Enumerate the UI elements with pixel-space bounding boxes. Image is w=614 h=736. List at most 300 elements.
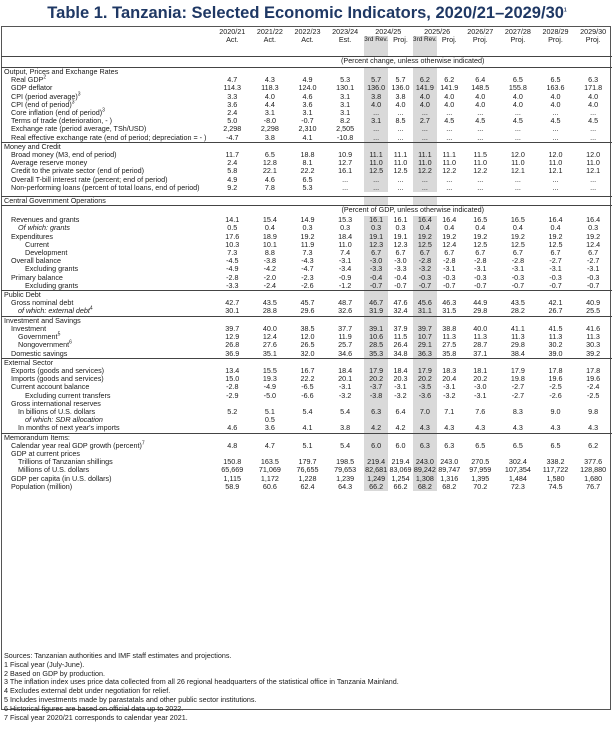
- value-cell: 2.4: [227, 108, 238, 118]
- value-cell: 6.3: [413, 442, 437, 450]
- value-cell: 0.4: [413, 224, 437, 232]
- value-cell: 97,959: [469, 465, 492, 475]
- value-cell: 0.3: [364, 224, 388, 232]
- value-cell: 4.5: [550, 116, 561, 126]
- data-row: [1, 424, 612, 433]
- value-cell: -3.1: [338, 256, 352, 266]
- footnote: Sources: Tanzanian authorities and IMF staff estimates and projections.: [4, 651, 232, 660]
- value-cell: -2.8: [413, 257, 437, 265]
- header-sub-label: Act.: [301, 35, 314, 44]
- title-footnote-ref: 1: [563, 7, 567, 14]
- value-cell: 20.2: [364, 375, 388, 383]
- value-cell: ...: [590, 124, 597, 134]
- value-cell: 26.4: [393, 340, 408, 350]
- value-cell: 3.8: [340, 423, 351, 433]
- row-label-text: Gross international reserves: [11, 398, 101, 408]
- value-cell: 46.3: [442, 298, 457, 308]
- value-cell: 15.4: [262, 215, 277, 225]
- value-cell: 41.5: [548, 323, 563, 333]
- value-cell: 5.7: [364, 76, 388, 84]
- value-cell: 40.9: [586, 298, 601, 308]
- value-cell: 0.3: [588, 223, 599, 233]
- value-cell: 5.0: [227, 116, 238, 126]
- value-cell: 19.8: [510, 374, 525, 384]
- value-cell: 5.3: [302, 182, 313, 192]
- section-heading: Central Government Operations: [1, 197, 213, 206]
- data-row: [1, 307, 612, 316]
- value-cell: 29.6: [300, 306, 315, 316]
- section-heading: Money and Credit: [1, 142, 213, 151]
- value-cell: 30.2: [548, 340, 563, 350]
- header-year: 2028/29: [542, 26, 569, 36]
- row-label-text: Nongovernment: [18, 340, 70, 350]
- value-cell: 171.8: [584, 83, 603, 93]
- value-cell: 12.0: [300, 332, 315, 342]
- row-label-text: Excluding grants: [25, 280, 79, 290]
- value-cell: -5.0: [263, 390, 277, 400]
- value-cell: -2.4: [586, 382, 600, 392]
- value-cell: 48.7: [338, 298, 353, 308]
- value-cell: 0.5: [264, 415, 275, 425]
- value-cell: -3.3: [394, 264, 407, 274]
- value-cell: 6.7: [475, 248, 486, 258]
- value-cell: 130.1: [336, 83, 355, 93]
- value-cell: 39.7: [413, 325, 437, 333]
- value-cell: 35.1: [262, 348, 277, 358]
- value-cell: -2.8: [443, 256, 456, 266]
- value-cell: -3.1: [443, 264, 456, 274]
- value-cell: 6.5: [512, 75, 523, 85]
- value-cell: 4.0: [395, 99, 406, 109]
- value-cell: 20.2: [473, 374, 488, 384]
- value-cell: 16.5: [510, 215, 525, 225]
- value-cell: 4.0: [475, 91, 486, 101]
- value-cell: -2.5: [549, 382, 562, 392]
- value-cell: -8.0: [263, 116, 277, 126]
- value-cell: 5.2: [227, 406, 238, 416]
- value-cell: 38.5: [300, 323, 315, 333]
- value-cell: 6.7: [413, 249, 437, 257]
- value-cell: 4.5: [588, 116, 599, 126]
- value-cell: 36.9: [225, 348, 240, 358]
- value-cell: 8.5: [395, 116, 406, 126]
- value-cell: ...: [446, 174, 453, 184]
- value-cell: 70.2: [473, 481, 488, 491]
- value-cell: 12.4: [262, 332, 277, 342]
- value-cell: 6.0: [395, 440, 406, 450]
- value-cell: 18.4: [338, 231, 353, 241]
- value-cell: 1,484: [508, 473, 527, 483]
- value-cell: 76.7: [586, 481, 601, 491]
- value-cell: -3.2: [394, 390, 407, 400]
- value-cell: 198.5: [336, 457, 355, 467]
- value-cell: ...: [552, 108, 559, 118]
- value-cell: 11.3: [473, 332, 488, 342]
- value-cell: -2.8: [226, 272, 239, 282]
- value-cell: ...: [413, 109, 437, 117]
- value-cell: 29.8: [473, 306, 488, 316]
- value-cell: 11.7: [225, 150, 239, 160]
- empty-cell: [499, 197, 537, 206]
- value-cell: 11.3: [442, 332, 457, 342]
- value-cell: 1,239: [336, 473, 355, 483]
- empty-cell: [289, 197, 327, 206]
- value-cell: -3.1: [338, 382, 352, 392]
- value-cell: -2.4: [263, 280, 277, 290]
- value-cell: 9.8: [588, 406, 599, 416]
- value-cell: 18.9: [262, 231, 277, 241]
- value-cell: 42.1: [548, 298, 563, 308]
- value-cell: 338.2: [546, 457, 565, 467]
- value-cell: 4.0: [413, 93, 437, 101]
- value-cell: 60.6: [262, 481, 277, 491]
- data-row: [1, 282, 612, 291]
- value-cell: -0.3: [474, 272, 487, 282]
- value-cell: 17.9: [510, 365, 525, 375]
- value-cell: 17.8: [548, 365, 563, 375]
- value-cell: -0.3: [549, 272, 562, 282]
- value-cell: 11.0: [364, 159, 388, 167]
- row-label-text: GDP deflator: [11, 83, 53, 93]
- value-cell: 41.6: [586, 323, 601, 333]
- value-cell: 1,308: [413, 475, 437, 483]
- row-label-text: Core inflation (end of period): [11, 108, 103, 118]
- value-cell: 7.6: [475, 406, 486, 416]
- value-cell: 35.3: [364, 350, 388, 359]
- value-cell: 39.7: [225, 323, 240, 333]
- value-cell: 4.5: [444, 116, 455, 126]
- value-cell: 12.3: [393, 239, 408, 249]
- value-cell: 12.2: [473, 166, 488, 176]
- value-cell: 6.2: [413, 76, 437, 84]
- value-cell: 12.2: [413, 167, 437, 175]
- value-cell: 43.5: [262, 298, 277, 308]
- value-cell: ...: [590, 174, 597, 184]
- value-cell: 4.5: [512, 116, 523, 126]
- value-cell: 19.6: [586, 374, 601, 384]
- value-cell: 16.4: [413, 216, 437, 224]
- value-cell: 4.6: [302, 91, 313, 101]
- value-cell: 27.6: [262, 340, 277, 350]
- value-cell: -3.2: [413, 265, 437, 273]
- value-cell: 11.1: [393, 150, 408, 160]
- value-cell: -3.8: [364, 392, 388, 400]
- value-cell: -3.1: [443, 382, 456, 392]
- value-cell: 25.5: [586, 306, 601, 316]
- row-label-text: Domestic savings: [11, 348, 68, 358]
- value-cell: 19.2: [300, 231, 315, 241]
- value-cell: -3.8: [263, 256, 277, 266]
- value-cell: -0.9: [338, 272, 352, 282]
- footnote-ref: 3: [77, 91, 81, 98]
- value-cell: ...: [590, 108, 597, 118]
- value-cell: 43.5: [510, 298, 525, 308]
- value-cell: 6.3: [364, 408, 388, 416]
- value-cell: -3.1: [549, 264, 562, 274]
- header-sub-label: Proj.: [548, 35, 563, 44]
- value-cell: 163.6: [546, 83, 565, 93]
- value-cell: 11.0: [548, 158, 563, 168]
- value-cell: 1,395: [471, 473, 490, 483]
- value-cell: 30.3: [586, 340, 601, 350]
- value-cell: ...: [364, 109, 388, 117]
- value-cell: 20.3: [393, 374, 408, 384]
- value-cell: ...: [413, 176, 437, 184]
- row-label-text: Broad money (M3, end of period): [11, 150, 117, 160]
- value-cell: 11.0: [511, 158, 525, 168]
- value-cell: 5.4: [340, 440, 351, 450]
- value-cell: 17.9: [364, 367, 388, 375]
- row-label-text: Current account balance: [11, 382, 90, 392]
- value-cell: 0.3: [302, 223, 313, 233]
- value-cell: 18.3: [442, 365, 457, 375]
- value-cell: 36.3: [413, 350, 437, 359]
- row-label-text: Exchange rate (period average, TSh/USD): [11, 124, 147, 134]
- data-row: [1, 134, 612, 143]
- value-cell: 6.5: [512, 440, 523, 450]
- value-cell: ...: [590, 132, 597, 142]
- value-cell: ...: [552, 174, 559, 184]
- value-cell: ...: [342, 182, 349, 192]
- header-year: 2025/26: [424, 26, 451, 36]
- value-cell: -2.5: [586, 390, 600, 400]
- footnote-ref: 7: [141, 440, 145, 447]
- value-cell: 6.5: [475, 440, 486, 450]
- value-cell: 26.7: [548, 306, 563, 316]
- value-cell: ...: [552, 124, 559, 134]
- value-cell: 32.6: [338, 306, 353, 316]
- value-cell: 4.3: [512, 423, 523, 433]
- value-cell: 9.0: [550, 406, 561, 416]
- value-cell: 37.1: [473, 348, 488, 358]
- value-cell: 0.4: [264, 223, 275, 233]
- value-cell: 18.8: [300, 150, 315, 160]
- value-cell: 8.1: [302, 158, 313, 168]
- value-cell: 243.0: [413, 458, 437, 466]
- empty-cell: [574, 197, 612, 206]
- value-cell: -3.2: [338, 390, 352, 400]
- value-cell: 0.3: [395, 223, 406, 233]
- value-cell: 44.9: [473, 298, 488, 308]
- value-cell: 16.1: [338, 166, 353, 176]
- value-cell: 243.0: [440, 457, 459, 467]
- footnote: 3 The inflation index uses price data collected from all 26 regional headquarters of the statistical office in Tanzania Mainland.: [4, 677, 399, 687]
- value-cell: 141.9: [413, 84, 437, 92]
- value-cell: 62.4: [300, 481, 315, 491]
- header-sub-label: Act.: [263, 35, 277, 44]
- value-cell: 12.0: [510, 150, 525, 160]
- value-cell: 4.0: [512, 99, 523, 109]
- value-cell: -3.1: [511, 264, 525, 274]
- value-cell: 148.5: [471, 83, 490, 93]
- value-cell: 47.6: [393, 298, 408, 308]
- header-year: 2024/25: [375, 26, 402, 36]
- table-title: Table 1. Tanzania: Selected Economic Indicators, $2020/21-2029/30^1$: [47, 4, 567, 22]
- row-label-text: Millions of U.S. dollars: [18, 465, 90, 475]
- row-label-text: Overall balance: [11, 256, 61, 266]
- value-cell: -0.7: [364, 282, 388, 291]
- unit-label: (Percent change, unless otherwise indicated): [213, 57, 612, 68]
- value-cell: 4.3: [475, 423, 486, 433]
- value-cell: 136.0: [391, 83, 410, 93]
- value-cell: 3.8: [364, 93, 388, 101]
- value-cell: 89,242: [413, 465, 436, 475]
- value-cell: 4.9: [302, 75, 313, 85]
- value-cell: ...: [364, 176, 388, 184]
- value-cell: 118.3: [261, 83, 279, 93]
- value-cell: 12.0: [548, 150, 563, 160]
- footnote-ref: 4: [89, 306, 93, 313]
- value-cell: 2,298: [223, 124, 242, 134]
- row-label-text: Population (million): [11, 481, 73, 491]
- value-cell: 1,316: [440, 473, 459, 483]
- empty-cell: [537, 197, 575, 206]
- value-cell: 19.2: [510, 231, 525, 241]
- value-cell: 4.0: [588, 99, 599, 109]
- value-cell: 6.4: [475, 75, 486, 85]
- value-cell: 12.5: [510, 239, 525, 249]
- value-cell: 4.1: [302, 132, 313, 142]
- value-cell: 89,747: [438, 465, 461, 475]
- footnote-ref: 3: [71, 99, 75, 106]
- value-cell: -3.1: [474, 390, 487, 400]
- value-cell: 19.6: [548, 374, 563, 384]
- value-cell: -3.4: [338, 264, 352, 274]
- row-label-text: Investment: [11, 323, 47, 333]
- value-cell: 16.1: [393, 215, 408, 225]
- value-cell: 6.5: [302, 174, 313, 184]
- value-cell: 7.0: [413, 408, 437, 416]
- value-cell: 29.8: [510, 340, 525, 350]
- value-cell: 128,880: [580, 465, 607, 475]
- footnotes: [4, 652, 608, 722]
- value-cell: 66.2: [393, 481, 408, 491]
- header-sub-label: Act.: [226, 35, 239, 44]
- value-cell: -6.5: [301, 382, 314, 392]
- header-sub-row: [1, 36, 612, 57]
- value-cell: 27.5: [442, 340, 457, 350]
- value-cell: 4.3: [550, 423, 561, 433]
- value-cell: 6.7: [444, 248, 455, 258]
- value-cell: 136.0: [364, 84, 388, 92]
- header-sub-label: Proj.: [510, 35, 526, 44]
- value-cell: 15.5: [262, 365, 277, 375]
- value-cell: 32.0: [300, 348, 315, 358]
- value-cell: 12.4: [586, 239, 601, 249]
- value-cell: ...: [413, 134, 437, 143]
- row-label: [1, 350, 213, 359]
- value-cell: 2.4: [227, 158, 238, 168]
- value-cell: 68.2: [413, 483, 437, 491]
- value-cell: 12.4: [442, 239, 457, 249]
- value-cell: -2.6: [301, 280, 314, 290]
- value-cell: 74.5: [548, 481, 563, 491]
- row-label-text: Real effective exchange rate (end of period; depreciation = - ): [11, 132, 207, 142]
- value-cell: -3.3: [226, 280, 239, 290]
- row-label-text: Overall T-bill interest rate (percent; end of period): [11, 174, 168, 184]
- value-cell: 4.1: [302, 423, 313, 433]
- value-cell: 17.6: [225, 231, 240, 241]
- value-cell: ...: [446, 124, 453, 134]
- value-cell: 7.1: [444, 406, 455, 416]
- value-cell: 12.5: [473, 239, 488, 249]
- value-cell: ...: [446, 132, 453, 142]
- footnote-ref: 5: [57, 331, 61, 338]
- value-cell: 39.1: [364, 325, 388, 333]
- value-cell: 72.3: [510, 481, 525, 491]
- value-cell: 37.7: [338, 323, 353, 333]
- value-cell: 4.0: [475, 99, 486, 109]
- row-label-text: Government: [18, 332, 58, 342]
- row-label-text: GDP at current prices: [11, 448, 80, 458]
- value-cell: 124.0: [298, 83, 317, 93]
- value-cell: 11.3: [586, 332, 600, 342]
- value-cell: 12.7: [338, 158, 353, 168]
- value-cell: 65,669: [221, 465, 244, 475]
- value-cell: 34.6: [338, 348, 353, 358]
- row-label: [1, 184, 213, 192]
- value-cell: -2.7: [549, 256, 562, 266]
- value-cell: -0.7: [394, 280, 407, 290]
- value-cell: 4.0: [413, 101, 437, 109]
- value-cell: 114.3: [223, 83, 241, 93]
- empty-cell: [213, 197, 251, 206]
- value-cell: 82,681: [365, 465, 388, 475]
- header-sub-label: Proj.: [472, 35, 488, 44]
- value-cell: ...: [514, 108, 521, 118]
- value-cell: -2.6: [549, 390, 562, 400]
- value-cell: 302.4: [508, 457, 527, 467]
- header-year: 2026/27: [467, 26, 494, 36]
- value-cell: 12.1: [548, 166, 563, 176]
- value-cell: 0.5: [227, 223, 238, 233]
- value-cell: -0.7: [413, 282, 437, 291]
- value-cell: 4.0: [444, 91, 455, 101]
- indicators-table-wrap: [1, 27, 612, 491]
- value-cell: ...: [552, 132, 559, 142]
- value-cell: 117,722: [542, 465, 569, 475]
- footnote: 5 Includes investments made by parastatals and other public sector institutions.: [4, 694, 257, 704]
- value-cell: ...: [342, 174, 349, 184]
- value-cell: 6.7: [588, 248, 599, 258]
- value-cell: 38.8: [442, 323, 457, 333]
- header-year: 2029/30: [580, 26, 607, 36]
- data-row: [1, 442, 612, 450]
- value-cell: ...: [397, 108, 404, 118]
- value-cell: ...: [477, 182, 484, 192]
- value-cell: 1,249: [364, 475, 388, 483]
- row-label-text: Expenditures: [11, 231, 53, 241]
- value-cell: -0.7: [443, 280, 456, 290]
- header-year: 2022/23: [294, 26, 321, 36]
- value-cell: 12.1: [510, 166, 525, 176]
- value-cell: 39.0: [548, 348, 563, 358]
- value-cell: 4.2: [364, 424, 388, 433]
- value-cell: -2.8: [226, 382, 239, 392]
- value-cell: -2.7: [586, 256, 600, 266]
- table-body: [1, 57, 612, 491]
- value-cell: 22.1: [262, 166, 277, 176]
- value-cell: -0.7: [549, 280, 562, 290]
- value-cell: 32.4: [393, 306, 408, 316]
- value-cell: ...: [364, 134, 388, 143]
- value-cell: 3.1: [364, 117, 388, 125]
- value-cell: 2,505: [336, 124, 355, 134]
- value-cell: 19.1: [364, 233, 388, 241]
- value-cell: 11.9: [300, 239, 315, 249]
- data-row: [1, 483, 612, 491]
- section-row: [1, 197, 612, 206]
